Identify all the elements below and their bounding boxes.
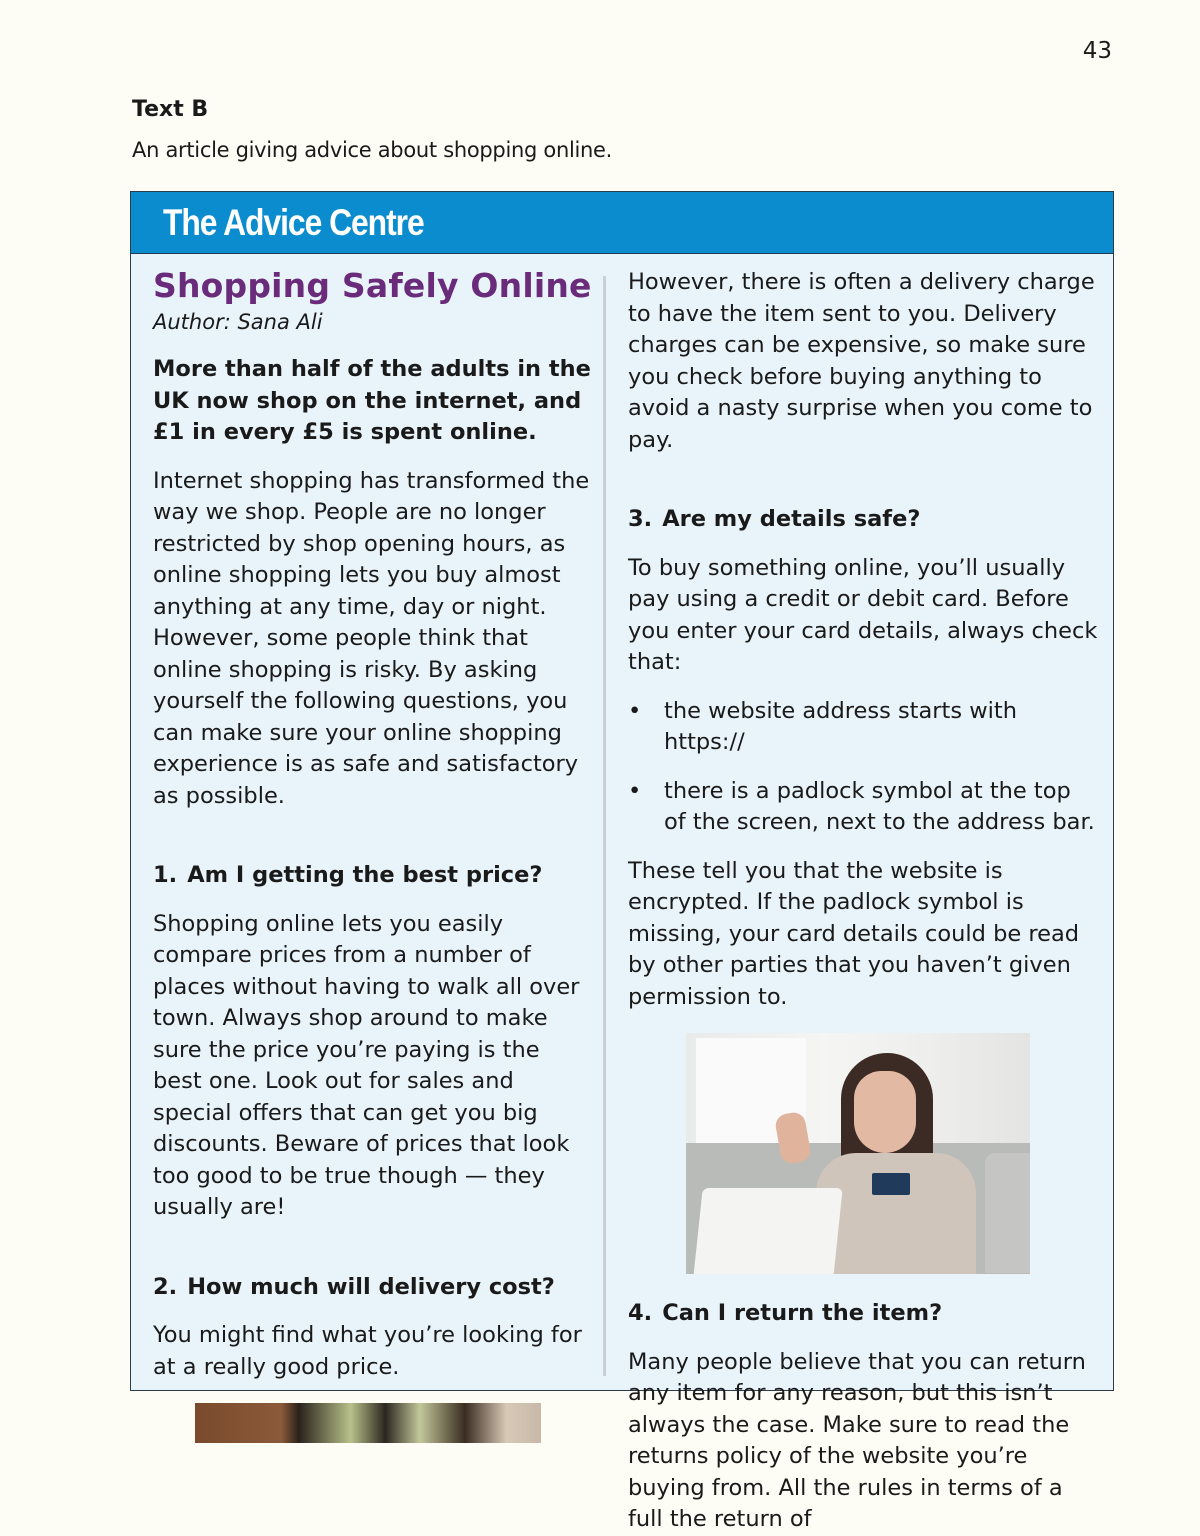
article-author: Author: Sana Ali — [153, 310, 323, 334]
text-description: An article giving advice about shopping online. — [132, 138, 613, 162]
lead-paragraph: More than half of the adults in the UK now shop on the internet, and £1 in every £5 is spent online. — [153, 356, 591, 445]
bullet-icon: • — [628, 697, 642, 724]
section-2-paragraph-2: However, there is often a delivery charge to have the item sent to you. Delivery charges can be expensive, so make sure you check before buying anything to avoid a nasty surprise when you come to pay. — [628, 269, 1095, 453]
column-divider — [603, 276, 606, 1376]
section-title: Are my details safe? — [662, 506, 921, 532]
section-3-paragraph-2: These tell you that the website is encrypted. If the padlock symbol is missing, your card details could be read by other parties that you haven’t given permission to. — [628, 857, 1080, 1010]
checklist-item: • the website address starts with https:// — [628, 697, 1017, 755]
right-column — [628, 254, 1098, 1536]
laptop-icon — [693, 1188, 842, 1274]
text-label: Text B — [132, 97, 209, 122]
article-box — [130, 191, 1114, 1532]
section-title: Can I return the item? — [662, 1300, 943, 1326]
banner-title: The Advice Centre — [163, 201, 424, 243]
section-title: How much will delivery cost? — [187, 1273, 555, 1300]
checklist — [628, 696, 1098, 839]
section-number: 3. — [628, 506, 653, 532]
bullet-icon: • — [628, 777, 642, 804]
doorway-photo — [195, 1403, 541, 1443]
section-heading-2 — [153, 1272, 593, 1304]
section-number: 2. — [153, 1273, 178, 1300]
article-title: Shopping Safely Online — [153, 266, 592, 305]
section-4-paragraph: Many people believe that you can return any item for any reason, but this isn’t always the case. Make sure to read the returns policy of the website you’re buying from. All the rules in terms of a full the return of — [628, 1348, 1086, 1532]
woman-credit-card-photo — [686, 1033, 1030, 1274]
section-1-paragraph: Shopping online lets you easily compare prices from a number of places without having to walk all over town. Always shop around to make sure the price you’re paying is the best one. Look out for sales and special offers that can get you big discounts. Beware of prices that look too good to be true though — they usually are! — [153, 910, 580, 1220]
section-title: Am I getting the best price? — [187, 862, 543, 888]
section-number: 1. — [153, 862, 178, 888]
page-number: 43 — [1082, 38, 1112, 64]
section-2-paragraph-1: You might find what you’re looking for at a really good price. — [153, 1322, 582, 1380]
section-heading-1 — [153, 860, 593, 892]
left-column — [153, 254, 593, 1443]
section-3-paragraph-1: To buy something online, you’ll usually pay using a credit or debit card. Before you enter your card details, always check that: — [628, 554, 1098, 675]
section-heading-3 — [628, 504, 1098, 536]
section-number: 4. — [628, 1300, 653, 1326]
credit-card-icon — [872, 1173, 910, 1195]
intro-paragraph: Internet shopping has transformed the way we shop. People are no longer restricted by shop opening hours, as online shopping lets you buy almost anything at any time, day or night. However, some people think that online shopping is risky. By asking yourself the following questions, you can make sure your online shopping experience is as safe and satisfactory as possible. — [153, 467, 590, 809]
banner — [131, 192, 1113, 254]
section-heading-4 — [628, 1298, 1098, 1330]
checklist-item: • there is a padlock symbol at the top of the screen, next to the address bar. — [628, 777, 1095, 835]
